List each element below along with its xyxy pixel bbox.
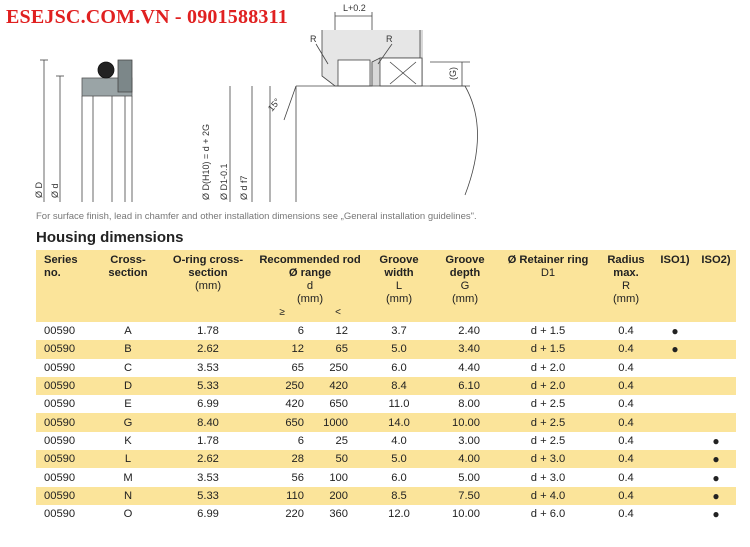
cell-cross: K [124, 434, 132, 447]
cell-iso2 [696, 322, 736, 340]
cell-l: 5.0 [391, 343, 407, 356]
cell-l: 8.4 [391, 380, 407, 393]
label-Odf7: Ø d f7 [239, 175, 249, 200]
cell-cross: N [123, 489, 133, 502]
table-row [36, 413, 736, 431]
cell-iso1 [654, 377, 696, 395]
cell-l: 11.0 [388, 398, 410, 411]
label-L: L+0.2 [343, 3, 366, 13]
cell-d1: d + 2.0 [530, 361, 566, 374]
cell-d1: d + 2.0 [530, 380, 566, 393]
cell-r: 0.4 [618, 434, 634, 447]
cell-g: 4.00 [458, 453, 480, 466]
cell-iso1 [654, 450, 696, 468]
cell-g: 5.00 [458, 471, 480, 484]
cell-iso1: ● [671, 342, 679, 357]
cell-r: 0.4 [618, 380, 634, 393]
col-groove-width: Groove width L (mm) [379, 254, 419, 305]
cell-dmax: 650 [329, 398, 348, 411]
cell-dmax: 12 [335, 325, 348, 338]
cell-series: 00590 [44, 398, 76, 411]
cell-dmin: 56 [291, 471, 304, 484]
cell-r: 0.4 [618, 361, 634, 374]
cell-dmax: 360 [329, 508, 348, 521]
label-G: (G) [448, 67, 458, 80]
cell-iso2 [696, 377, 736, 395]
cell-cross: A [124, 325, 132, 338]
cell-l: 4.0 [391, 434, 407, 447]
cell-l: 5.0 [391, 453, 407, 466]
cell-oring: 3.53 [197, 361, 219, 374]
col-groove-depth: Groove depth G (mm) [445, 254, 485, 305]
cell-dmax: 50 [335, 453, 348, 466]
cell-dmax: 25 [335, 434, 348, 447]
cell-iso2: ● [712, 433, 720, 448]
technical-drawing [0, 0, 750, 210]
table-row [36, 450, 736, 468]
cell-cross: O [123, 508, 133, 521]
cell-iso2: ● [712, 507, 720, 522]
cell-iso2: ● [712, 452, 720, 467]
cell-r: 0.4 [618, 416, 634, 429]
cell-g: 3.00 [458, 434, 480, 447]
cell-cross: M [123, 471, 133, 484]
cell-iso1 [654, 413, 696, 431]
section-heading: Housing dimensions [36, 229, 184, 246]
cell-cross: D [123, 380, 133, 393]
cell-iso1 [654, 468, 696, 486]
cell-g: 10.00 [452, 508, 480, 521]
cell-d1: d + 1.5 [530, 343, 566, 356]
label-OD-h10: Ø D(H10) = d + 2G [201, 123, 211, 200]
cell-g: 4.40 [458, 361, 480, 374]
cell-oring: 1.78 [197, 434, 219, 447]
table-row [36, 322, 736, 340]
cell-d1: d + 4.0 [530, 489, 566, 502]
col-series: Series no. [44, 254, 78, 279]
cell-dmin: 65 [291, 361, 304, 374]
label-OD: Ø D [34, 181, 44, 198]
cell-dmax: 420 [329, 380, 348, 393]
cell-g: 3.40 [458, 343, 480, 356]
cell-cross: B [124, 343, 132, 356]
cell-l: 12.0 [388, 508, 410, 521]
cell-cross: E [124, 398, 132, 411]
cell-series: 00590 [44, 489, 76, 502]
seal-profile-drawing [40, 60, 132, 202]
cell-g: 10.00 [452, 416, 480, 429]
cell-l: 3.7 [391, 325, 407, 338]
cell-r: 0.4 [618, 453, 634, 466]
table-header-row [36, 250, 736, 306]
cell-r: 0.4 [618, 508, 634, 521]
cell-iso2 [696, 359, 736, 377]
table-subheader-row [36, 306, 736, 322]
label-OD1: Ø D1-0.1 [219, 163, 229, 200]
cell-iso1: ● [671, 324, 679, 339]
cell-g: 7.50 [458, 489, 480, 502]
col-retainer: Ø Retainer ring D1 [507, 254, 589, 279]
cell-iso1 [654, 487, 696, 505]
cell-d1: d + 2.5 [530, 434, 566, 447]
cell-dmin: 12 [291, 343, 304, 356]
cell-series: 00590 [44, 453, 76, 466]
cell-iso2: ● [712, 488, 720, 503]
col-rod: Recommended rod Ø range d (mm) [259, 254, 361, 305]
label-Od: Ø d [50, 183, 60, 198]
cell-l: 14.0 [388, 416, 410, 429]
cell-iso2 [696, 340, 736, 358]
cell-g: 2.40 [458, 325, 480, 338]
cell-d1: d + 3.0 [530, 453, 566, 466]
cell-oring: 8.40 [197, 416, 219, 429]
cell-r: 0.4 [618, 398, 634, 411]
cell-dmin: 220 [285, 508, 304, 521]
cell-oring: 6.99 [197, 508, 219, 521]
rod-lt-label: < [335, 307, 341, 318]
table-row [36, 395, 736, 413]
cell-dmin: 250 [285, 380, 304, 393]
cell-iso1 [654, 432, 696, 450]
cell-dmin: 110 [286, 489, 304, 502]
cell-iso2: ● [712, 470, 720, 485]
cell-oring: 2.62 [197, 343, 219, 356]
table-row [36, 468, 736, 486]
cell-series: 00590 [44, 416, 76, 429]
cell-oring: 5.33 [197, 489, 219, 502]
cell-g: 8.00 [458, 398, 480, 411]
col-radius: Radius max. R (mm) [607, 254, 645, 305]
col-iso2: ISO2) [701, 254, 731, 266]
cell-dmax: 250 [329, 361, 348, 374]
cell-iso2 [696, 413, 736, 431]
housing-dimensions-table [36, 250, 736, 523]
label-angle: 15° [265, 96, 283, 114]
cell-iso2 [696, 395, 736, 413]
col-oring: O-ring cross-section (mm) [172, 254, 244, 292]
cell-oring: 5.33 [197, 380, 219, 393]
cell-d1: d + 1.5 [530, 325, 566, 338]
cell-r: 0.4 [618, 343, 634, 356]
table-row [36, 432, 736, 450]
cell-dmin: 6 [297, 325, 304, 338]
cell-d1: d + 2.5 [530, 398, 566, 411]
cell-l: 8.5 [391, 489, 407, 502]
cell-d1: d + 2.5 [530, 416, 566, 429]
cell-r: 0.4 [618, 471, 634, 484]
cell-series: 00590 [44, 343, 76, 356]
label-R-right: R [386, 34, 393, 44]
watermark: ESEJSC.COM.VN - 0901588311 [6, 6, 288, 28]
cell-dmax: 200 [329, 489, 348, 502]
installation-note: For surface finish, lead in chamfer and other installation dimensions see „General installation guidelines". [36, 211, 477, 222]
cell-iso1 [654, 359, 696, 377]
cell-r: 0.4 [618, 489, 634, 502]
cell-oring: 3.53 [197, 471, 219, 484]
cell-oring: 2.62 [197, 453, 219, 466]
table-row [36, 359, 736, 377]
cell-r: 0.4 [618, 325, 634, 338]
cell-g: 6.10 [458, 380, 480, 393]
cell-series: 00590 [44, 361, 76, 374]
cell-dmin: 420 [285, 398, 304, 411]
table-row [36, 377, 736, 395]
cell-series: 00590 [44, 325, 76, 338]
cell-series: 00590 [44, 471, 76, 484]
cell-dmin: 650 [285, 416, 304, 429]
cell-series: 00590 [44, 434, 76, 447]
table-row [36, 487, 736, 505]
cell-dmax: 65 [335, 343, 348, 356]
rod-ge-label: ≥ [279, 307, 285, 318]
table-row [36, 340, 736, 358]
table-row [36, 505, 736, 523]
cell-cross: L [124, 453, 132, 466]
col-cross: Cross-section [108, 254, 148, 279]
cell-dmin: 28 [291, 453, 304, 466]
cell-oring: 6.99 [197, 398, 219, 411]
cell-cross: C [123, 361, 133, 374]
cell-l: 6.0 [391, 471, 407, 484]
cell-d1: d + 3.0 [530, 471, 566, 484]
table-body [36, 322, 736, 523]
cell-dmax: 1000 [323, 416, 348, 429]
cell-iso1 [654, 505, 696, 523]
cell-cross: G [123, 416, 133, 429]
cell-d1: d + 6.0 [530, 508, 566, 521]
cell-dmax: 100 [329, 471, 348, 484]
cell-series: 00590 [44, 380, 76, 393]
cell-series: 00590 [44, 508, 76, 521]
cell-l: 6.0 [391, 361, 407, 374]
cell-iso1 [654, 395, 696, 413]
label-R-left: R [310, 34, 317, 44]
col-iso1: ISO1) [660, 254, 690, 266]
cell-oring: 1.78 [197, 325, 219, 338]
cell-dmin: 6 [297, 434, 304, 447]
